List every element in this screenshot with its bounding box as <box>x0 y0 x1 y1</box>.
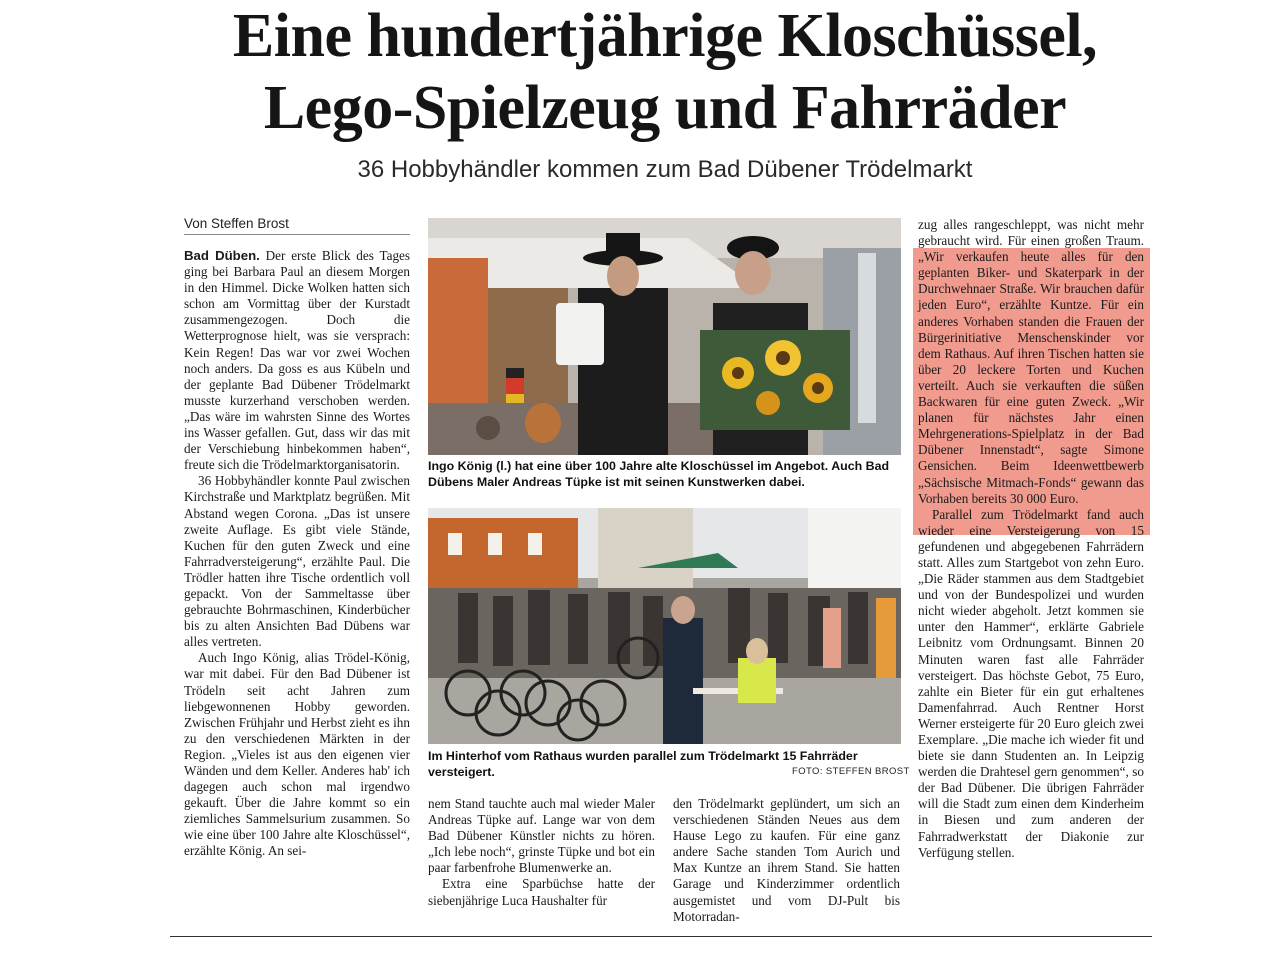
column-2 <box>428 796 655 909</box>
headline-line-2: Lego-Spielzeug und Fahrräder <box>263 74 1067 142</box>
column-4 <box>918 217 1144 861</box>
column-2-paragraph-2: Extra eine Sparbüchse hatte der siebenjährige Luca Haushalter für <box>428 876 655 908</box>
photo-market-stall-image <box>428 218 901 455</box>
column-4-paragraph-1: zug alles rangeschleppt, was nicht mehr gebraucht wird. Für einen großen Traum. „Wir verkaufen heute alles für den geplanten Biker- und Skaterpark in der Durchwehnaer Straße. Wir brauchen dafür jeden Euro“, erzählte Kuntze. Für ein anderes Vorhaben standen die Frauen der Bürgerinitiative Menschenskinder vor dem Rathaus. Auf ihren Tischen hatten sie über 20 leckere Torten und Kuchen verteilt. Auch sie verkauften die süßen Backwaren für eine guten Zweck. „Wir planen für nächstes Jahr einen Mehrgenerations-Spielplatz in der Bad Dübener Innenstadt“, sagte Simone Gensichen. Beim Ideenwettbewerb „Sächsische Mitmach-Fonds“ gewann das Vorhaben bereits 30 000 Euro. <box>918 217 1144 506</box>
column-4-paragraph-2: Parallel zum Trödelmarkt fand auch wieder eine Versteigerung von 15 gefundenen und abgegebenen Fahrrädern statt. Alles zum Startgebot von zehn Euro. „Die Räder stammen aus dem Stadtgebiet und von der Bundespolizei und wurden nicht wieder abgeholt. Jetzt kommen sie unter den Hammer“, erklärte Gabriele Leibnitz vom Ordnungsamt. Binnen 20 Minuten waren fast alle Fahrräder versteigert. Das höchste Gebot, 75 Euro, zahlte ein Bieter für ein gut erhaltenes Damenfahrrad. Auch Rentner Horst Werner ersteigerte für 20 Euro gleich zwei Exemplare. „Die mache ich wieder fit und biete sie dann Studenten an. In Leipzig werden die Drahtesel gern genommen“, so der Bad Dübener. Die übrigen Fahrräder will die Stadt zum einen dem Kinderheim in Biesen und zum anderen der Fahrradwerkstatt der Diakonie zur Verfügung stellen. <box>918 506 1144 860</box>
headline-line-1: Eine hundertjährige Kloschüssel, <box>232 2 1098 70</box>
dateline: Bad Düben. <box>184 248 260 263</box>
photo-bike-auction <box>428 508 901 744</box>
column-3-paragraph-1: den Trödelmarkt geplündert, um sich an verschiedenen Ständen Neues aus dem Hause Lego zu kaufen. Für eine ganz andere Sache standen Tom Aurich und Max Kuntze an ihrem Stand. Sie hatten Garage und Kinderzimmer ordentlich ausgemistet und vom DJ-Pult bis Motorradan- <box>673 796 900 924</box>
column-2-paragraph-1: nem Stand tauchte auch mal wieder Maler Andreas Tüpke auf. Lange war von dem Bad Dübener Künstler nichts zu hören. „Ich lebe noch“, grinste Tüpke und bot ein paar farbenfrohe Blumenwerke an. <box>428 796 655 876</box>
paragraph-text: Der erste Blick des Tages ging bei Barbara Paul an diesem Morgen in den Himmel. Dicke Wolken hatten sich schon am Vormittag über der Kurstadt zusammengezogen. Doch die Wetterprognose hielt, was sie versprach: Kein Regen! Das war vor zwei Wochen noch anders. Da goss es aus Kübeln und der geplante Bad Dübener Trödelmarkt musste kurzerhand verschoben werden. „Das wäre im wahrsten Sinne des Wortes ins Wasser gefallen. Gut, dass wir das mit der Verschiebung hinbekommen haben“, freute sich die Trödelmarktorganisatorin. <box>184 248 411 473</box>
headline <box>160 0 1170 144</box>
bottom-rule <box>170 936 1152 937</box>
column-1-paragraph-3: Auch Ingo König, alias Trödel-König, war mit dabei. Für den Bad Dübener ist Trödeln seit acht Jahren zum liebgewonnenen Hobby geworden. Zwischen Frühjahr und Herbst zieht es ihn zu den verschiedenen Märkten in der Region. „Vieles ist aus den eigenen vier Wänden und dem Keller. Anderes hab' ich dagegen auch schon mal irgendwo gekauft. Über die Jahre kommt so ein ziemliches Sammelsurium zusammen. So wie eine über 100 Jahre alte Kloschüssel“, erzählte König. An sei- <box>184 650 410 859</box>
column-1 <box>184 248 410 860</box>
photo-bike-auction-image <box>428 508 901 744</box>
photo-caption-1: Ingo König (l.) hat eine über 100 Jahre alte Kloschüssel im Angebot. Auch Bad Dübens Maler Andreas Tüpke ist mit seinen Kunstwerken dabei. <box>428 459 890 489</box>
subheadline: 36 Hobbyhändler kommen zum Bad Dübener Trödelmarkt <box>357 156 973 183</box>
column-1-paragraph-1 <box>184 248 410 473</box>
photo-caption-2: Im Hinterhof vom Rathaus wurden parallel zum Trödelmarkt 15 Fahrräder versteigert. <box>428 749 858 779</box>
column-1-paragraph-2: 36 Hobbyhändler konnte Paul zwischen Kirchstraße und Marktplatz begrüßen. Mit Abstand wegen Corona. „Das ist unsere zweite Auflage. Es gibt viele Stände, Kuchen für den guten Zweck und eine Fahrradversteigerung“, erzählte Paul. Die Trödler hatten ihre Tische ordentlich voll gepackt. Von der Sammeltasse über gebrauchte Bohrmaschinen, Kinderbücher bis zu alten Ansichten Bad Dübens war alles vertreten. <box>184 473 410 650</box>
byline: Von Steffen Brost <box>184 216 410 235</box>
photo-market-stall <box>428 218 901 455</box>
photo-credit: FOTO: STEFFEN BROST <box>792 766 910 777</box>
column-3 <box>673 796 900 925</box>
